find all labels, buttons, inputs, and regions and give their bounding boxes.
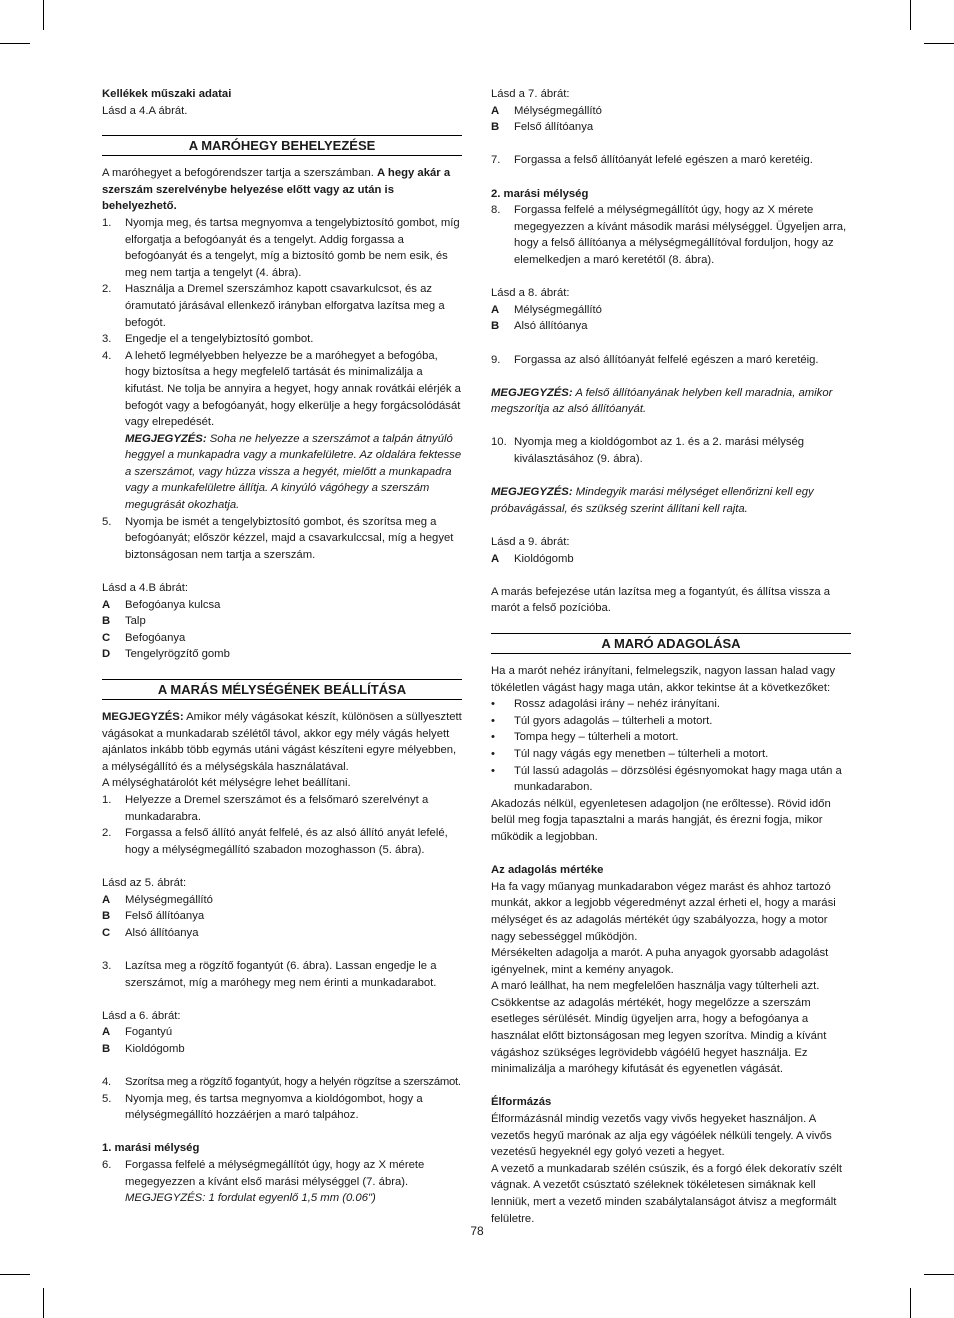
note-paragraph: MEGJEGYZÉS: Amikor mély vágásokat készít, különösen a süllyesztett vágásokat a munkadarab szélétől távol, akkor egy mély vágás helyett ajánlatos inkább több egymás utáni vágást készíteni egyre mélyebben, a mélységállító és a mélységskála használatával. — [102, 711, 462, 773]
section-heading-depth: A MARÁS MÉLYSÉGÉNEK BEÁLLÍTÁSA — [102, 679, 462, 700]
note-paragraph: MEGJEGYZÉS: A felső állítóanyának helyben kell maradnia, amikor megszorítja az alsó állítóanyát. — [491, 386, 833, 416]
body-paragraph: A marás befejezése után lazítsa meg a fogantyút, és állítsa vissza a marót a felső pozícióba. — [491, 585, 831, 615]
list-item: 5. Nyomja meg, és tartsa megnyomva a kioldógombot, hogy a mélységmegállító hozzáérjen a maró talpához. — [102, 1092, 423, 1122]
section-heading-feeding: A MARÓ ADAGOLÁSA — [491, 633, 851, 654]
subheading-depth-2: 2. marási mélység — [491, 187, 589, 200]
bullet-icon: • — [491, 731, 495, 744]
bullet-item: • Túl gyors adagolás – túlterheli a motort. — [491, 713, 851, 730]
list-item: 4. A lehető legmélyebben helyezze be a maróhegyet a befogóba, hogy biztosítsa a hegy megfelelő tartását és minimalizálja a kifutást. Ne tolja be annyira a hegyet, hogy annak rovátkái elérjék a befogót vagy a befogóanyát, hogy elkerülje a hegy forgácsolódását vagy elrepedését. — [102, 349, 461, 429]
right-column — [491, 86, 851, 1227]
legend-item: B Kioldógomb — [102, 1042, 185, 1055]
crop-mark — [43, 0, 44, 30]
bullet-item: • Túl nagy vágás egy menetben – túlterheli a motort. — [491, 746, 851, 763]
bullet-icon: • — [491, 764, 495, 777]
crop-mark — [910, 1288, 911, 1318]
body-paragraph: A mélységhatárolót két mélységre lehet beállítani. — [102, 777, 351, 790]
figure-ref: Lásd a 4.B ábrát: — [102, 582, 189, 595]
list-item: 2. Forgassa a felső állító anyát felfelé, és az alsó állító anyát lefelé, hogy a mélységmegállító szabadon mozoghasson (5. ábra). — [102, 827, 448, 856]
body-paragraph: Mérsékelten adagolja a marót. A puha anyagok gyorsabb adagolást igényelnek, mint a kemény anyagok. — [491, 947, 829, 976]
list-item: 10. Nyomja meg a kioldógombot az 1. és a 2. marási mélység kiválasztásához (9. ábra). — [491, 436, 805, 466]
list-item: 5. Nyomja be ismét a tengelybiztosító gombot, és szorítsa meg a befogóanyát; először kézzel, majd a csavarkulccsal, míg a hegyet biztonságosan nem tartja a szerszám. — [102, 515, 454, 561]
note-paragraph: MEGJEGYZÉS: Mindegyik marási mélységet ellenőrizni kell egy próbavágással, és szükség szerint állítani kell rajta. — [491, 486, 814, 515]
legend-item: A Befogóanya kulcsa — [102, 598, 221, 611]
section-heading-bit-install: A MARÓHEGY BEHELYEZÉSE — [102, 135, 462, 156]
legend-item: C Alsó állítóanya — [102, 926, 199, 939]
legend-item: A Mélységmegállító — [491, 104, 602, 117]
list-item: 9. Forgassa az alsó állítóanyát felfelé egészen a maró keretéig. — [491, 353, 819, 366]
crop-mark — [0, 43, 30, 44]
body-paragraph: A vezető a munkadarab szélén csúszik, és a forgó élek dekoratív szélt vágnak. A vezetőt csúsztató széleknek tökéletesen simáknak kell lenniük, mert a vezető minden szabálytalanságot átvisz a megformált felületre. — [491, 1162, 843, 1225]
list-item: 3. Engedje el a tengelybiztosító gombot. — [102, 333, 314, 346]
legend-item: B Talp — [102, 615, 146, 628]
list-item: 2. Használja a Dremel szerszámhoz kapott csavarkulcsot, és az óramutató járásával ellenkező irányban elforgatva lazítsa meg a befogót. — [102, 283, 445, 329]
legend-item: B Felső állítóanya — [491, 121, 594, 134]
body-paragraph: A maró leállhat, ha nem megfelelően használja vagy túlterheli azt. Csökkentse az adagolás mértékét, hogy megelőzze a szerszám esetleges sérülését. Mindig ügyeljen arra, hogy a befogóanya a használat előtt biztonságosan meg legyen szorítva. Mindig a kívánt vágáshoz szükséges legrövidebb vágóélű hegyet használja. Ez minimalizálja a maróhegy kifutását és egyenetlen vágását. — [491, 980, 827, 1076]
body-paragraph: Ha a marót nehéz irányítani, felmelegszik, nagyon lassan halad vagy tökéletlen vágást hagy maga után, akkor tekintse át a következőket: — [491, 665, 836, 694]
body-paragraph: Akadozás nélkül, egyenletesen adagoljon (ne erőltesse). Rövid időn belül meg fogja tapasztalni a marás hangját, és érezni fogja, mikor működik a legjobban. — [491, 797, 831, 843]
bullet-item: • Tompa hegy – túlterheli a motort. — [491, 729, 851, 746]
crop-mark — [910, 0, 911, 30]
figure-ref: Lásd a 9. ábrát: — [491, 536, 570, 549]
bullet-item: • Túl lassú adagolás – dörzsölési égésnyomokat hagy maga után a munkadarabon. — [491, 763, 851, 796]
crop-mark — [924, 43, 954, 44]
figure-ref: Lásd a 8. ábrát: — [491, 287, 570, 300]
subheading-depth-1: 1. marási mélység — [102, 1142, 200, 1155]
list-item: 7. Forgassa a felső állítóanyát lefelé egészen a maró keretéig. — [491, 154, 813, 167]
left-column — [102, 86, 462, 1207]
crop-mark — [924, 1274, 954, 1275]
legend-item: A Mélységmegállító — [491, 303, 602, 316]
legend-item: B Felső állítóanya — [102, 910, 205, 923]
legend-item: C Befogóanya — [102, 631, 186, 644]
bullet-item: • Rossz adagolási irány – nehéz irányítani. — [491, 696, 851, 713]
list-item: 6. Forgassa felfelé a mélységmegállítót úgy, hogy az X mérete megegyezzen a kívánt első marási mélységgel (7. ábra). — [102, 1159, 425, 1188]
figure-ref: Lásd az 5. ábrát: — [102, 876, 187, 889]
page-number: 78 — [470, 1224, 484, 1238]
note-paragraph: MEGJEGYZÉS: 1 fordulat egyenlő 1,5 mm (0.06") — [125, 1192, 376, 1205]
body-paragraph: Élformázásnál mindig vezetős vagy vivős hegyeket használjon. A vezetős hegyű marónak az alja egy vágóélek nélküli tengely. A vivős vezetésű hegyeknél egy golyó vezeti a hegyet. — [491, 1113, 832, 1159]
list-item: 3. Lazítsa meg a rögzítő fogantyút (6. ábra). Lassan engedje le a szerszámot, míg a maróhegy meg nem érinti a munkadarabot. — [102, 959, 437, 989]
legend-item: A Mélységmegállító — [102, 893, 213, 906]
legend-item: A Kioldógomb — [491, 552, 574, 565]
body-paragraph: Ha fa vagy műanyag munkadarabon végez marást és ahhoz tartozó munkát, akkor a legjobb végeredményt azzal érheti el, hogy a marási mélységet és az adagolás mértékét úgy szabályozza, hogy a motor nagy sebességgel működjön. — [491, 880, 836, 943]
subheading-feed-rate: Az adagolás mértéke — [491, 864, 604, 877]
crop-mark — [43, 1288, 44, 1318]
bullet-icon: • — [491, 747, 495, 760]
figure-ref: Lásd a 7. ábrát: — [491, 88, 570, 100]
figure-ref: Lásd a 6. ábrát: — [102, 1009, 181, 1022]
specs-title: Kellékek műszaki adatai — [102, 88, 232, 100]
legend-item: D Tengelyrögzítő gomb — [102, 648, 230, 661]
note-paragraph: MEGJEGYZÉS: Soha ne helyezze a szerszámot a talpán átnyúló heggyel a munkapadra vagy a munkafelületre. Az oldalára fektesse a szerszámot, vagy húzza vissza a hegyét, mielőtt a munkapadra vagy a munkafelületre állítja. A kinyúló vágóhegy a szerszám megugrását okozhatja. — [125, 432, 462, 512]
list-item: 8. Forgassa felfelé a mélységmegállítót úgy, hogy az X mérete megegyezzen a kívánt második marási mélységgel. Ügyeljen arra, hogy a felső állítóanya a mélységmegállítóval forduljon, hogy az elemelkedjen a maró keretétől (8. ábra). — [491, 204, 847, 266]
list-item: 1. Helyezze a Dremel szerszámot és a felsőmaró szerelvényt a munkadarabra. — [102, 793, 429, 823]
subheading-edge-forming: Élformázás — [491, 1096, 552, 1109]
legend-item: B Alsó állítóanya — [491, 320, 588, 333]
intro-paragraph: A maróhegyet a befogórendszer tartja a szerszámban. A hegy akár a szerszám szerelvénybe helyezése előtt vagy az után is behelyezhető. — [102, 167, 451, 213]
bullet-icon: • — [491, 698, 495, 711]
crop-mark — [0, 1274, 30, 1275]
legend-item: A Fogantyú — [102, 1026, 173, 1039]
bullet-icon: • — [491, 714, 495, 727]
specs-ref: Lásd a 4.A ábrát. — [102, 104, 188, 117]
list-item: 1. Nyomja meg, és tartsa megnyomva a tengelybiztosító gombot, míg elforgatja a befogóanyát és a tengelyt. Addig forgassa a befogóanyát és a tengelyt, míg a biztosító gomb be nem esik, és meg nem tartja a tengelyt (4. ábra). — [102, 216, 460, 279]
list-item: 4. Szorítsa meg a rögzítő fogantyút, hogy a helyén rögzítse a szerszámot. — [102, 1076, 461, 1089]
